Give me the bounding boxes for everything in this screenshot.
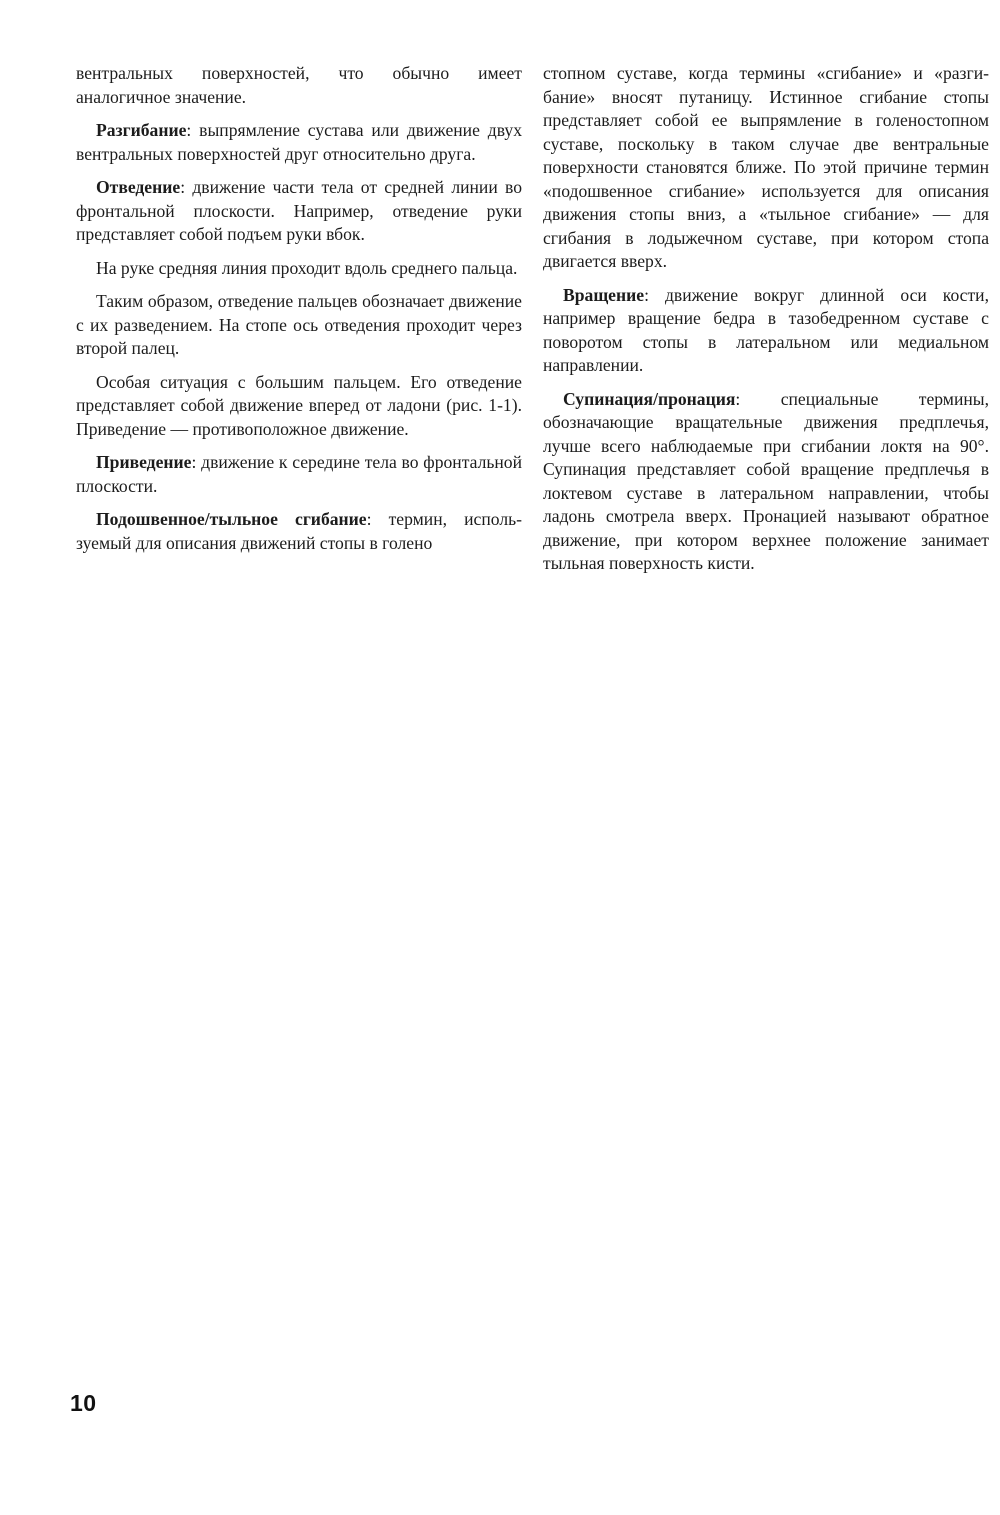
paragraph-ventral-surfaces-continued [76, 62, 522, 109]
paragraph-adduction [76, 451, 522, 498]
term-plantar-dorsal-flexion: Подошвенное/тыльное сгибание [96, 509, 367, 529]
term-adduction: Приведение [96, 452, 192, 472]
paragraph-text: стопном суставе, когда термины «сгибание» и «разгибание» вносят путаницу. Истинное сгибание стопы представляет собой ее выпрямление в голеностопном суставе, поскольку в таком случае две вентральные поверхности становятся ближе. По этой причине термин «подошвенное сгибание» используется для описания движения стопы вниз, а «тыльное сгибание» — для сгибания в лодыжечном суставе, при котором стопа двигается вверх. [543, 63, 989, 271]
paragraph-extension [76, 119, 522, 166]
left-column [76, 62, 522, 565]
term-supination-pronation: Супинация/пронация [563, 388, 736, 409]
paragraph-text: вентральных поверхностей, что обычно имеет аналогичное значение. [76, 63, 522, 107]
paragraph-plantar-dorsal-flexion [76, 508, 522, 555]
paragraph-text: : выпрямление сустава или движение двух вентральных поверхностей друг относительно друга. [76, 120, 522, 164]
term-rotation: Вращение [563, 284, 645, 305]
paragraph-text: : движение вокруг длинной оси кости, например вращение бедра в тазобедренном суставе с поворотом стопы в латеральном или медиальном направлении. [543, 284, 989, 375]
paragraph-supination-pronation [543, 388, 989, 576]
paragraph-text: Особая ситуация с большим пальцем. Его отведение представляет собой движение вперед от ладони (рис. 1-1). Приведение — противоположное движение. [76, 371, 522, 439]
term-abduction: Отведение [96, 177, 181, 197]
paragraph-text: Таким образом, отведение пальцев обозначает движение с их разведением. На стопе ось отведения проходит через второй палец. [76, 291, 522, 358]
paragraph-abduction [76, 176, 522, 247]
paragraph-finger-abduction [76, 290, 522, 361]
page-number: 10 [70, 1390, 97, 1416]
paragraph-thumb [76, 371, 522, 442]
right-column [543, 62, 989, 586]
term-extension: Разгибание [96, 120, 187, 140]
paragraph-hand-midline [76, 257, 522, 281]
paragraph-rotation [543, 284, 989, 378]
paragraph-text: На руке средняя линия проходит вдоль среднего пальца. [96, 257, 518, 278]
paragraph-ankle-flexion-continued [543, 62, 989, 274]
paragraph-text: : термин, используемый для описания движений стопы в голено [76, 509, 522, 553]
paragraph-text: : движение к середине тела во фронтальной плоскости. [76, 452, 522, 496]
paragraph-text: : движение части тела от средней линии во фронтальной плоскости. Например, отведение руки представляет собой подъем руки вбок. [76, 177, 522, 244]
paragraph-text: : специальные термины, обозначающие вращательные движения предплечья, лучше всего наблюдаемые при сгибании локтя на 90°. Супинация представляет собой вращение предплечья в локтевом суставе в латеральном направлении, чтобы ладонь смотрела вверх. Пронацией называют обратное движение, при котором верхнее положение занимает тыльная поверхность кисти. [543, 388, 989, 573]
